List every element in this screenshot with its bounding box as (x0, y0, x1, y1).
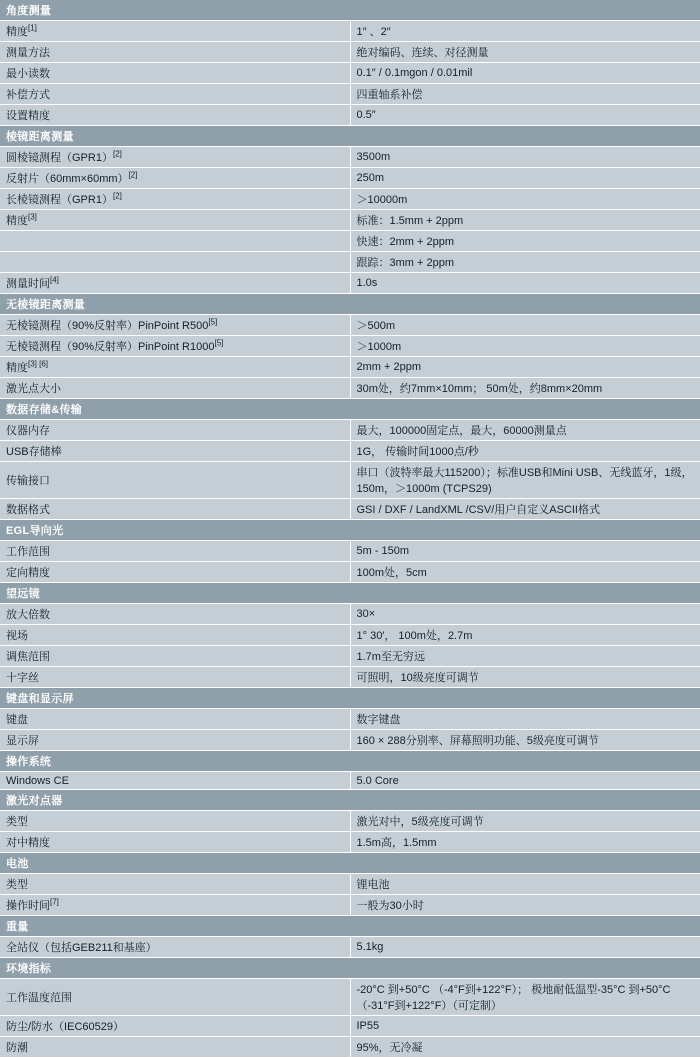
spec-row (0, 147, 700, 168)
spec-value: 3500m (350, 147, 700, 168)
spec-row (0, 874, 700, 895)
spec-row (0, 730, 700, 751)
spec-label-text: 精度 (6, 26, 28, 38)
spec-label (0, 147, 350, 168)
spec-row (0, 105, 700, 126)
spec-label-text: 无棱镜测程（90%反射率）PinPoint R500 (6, 320, 209, 332)
section-title: 电池 (0, 853, 700, 874)
spec-label-footnote: [2] (128, 170, 138, 180)
spec-value: 四重轴系补偿 (350, 84, 700, 105)
spec-label-text: 仪器内存 (6, 425, 50, 437)
spec-label-text: 补偿方式 (6, 89, 50, 101)
spec-value: 0.1″ / 0.1mgon / 0.01mil (350, 63, 700, 84)
spec-label (0, 168, 350, 189)
spec-row (0, 937, 700, 958)
spec-value: 5.0 Core (350, 772, 700, 790)
spec-row (0, 84, 700, 105)
spec-label-footnote: [7] (50, 897, 59, 907)
spec-label (0, 42, 350, 63)
spec-label-footnote: [2] (112, 149, 122, 159)
spec-label-text: 激光点大小 (6, 383, 61, 395)
spec-label (0, 252, 350, 273)
spec-label (0, 462, 350, 499)
spec-value: 跟踪：3mm + 2ppm (350, 252, 700, 273)
spec-label-text: 类型 (6, 816, 28, 828)
section-header-row (0, 583, 700, 604)
section-header-row (0, 520, 700, 541)
spec-label-text: Windows CE (6, 774, 69, 787)
spec-value: 100m处，5cm (350, 562, 700, 583)
spec-label (0, 709, 350, 730)
spec-row (0, 21, 700, 42)
section-title: 操作系统 (0, 751, 700, 772)
spec-value: 5.1kg (350, 937, 700, 958)
spec-row (0, 646, 700, 667)
spec-label (0, 832, 350, 853)
spec-label-text: 精度 (6, 215, 28, 227)
spec-label (0, 895, 350, 916)
spec-label-text: 键盘 (6, 714, 28, 726)
spec-row (0, 210, 700, 231)
spec-label (0, 273, 350, 294)
spec-row (0, 499, 700, 520)
section-title: 角度测量 (0, 0, 700, 21)
spec-value: 1G， 传输时间1000点/秒 (350, 441, 700, 462)
spec-value: 250m (350, 168, 700, 189)
spec-row (0, 811, 700, 832)
spec-row (0, 189, 700, 210)
spec-row (0, 357, 700, 378)
section-header-row (0, 916, 700, 937)
spec-label (0, 811, 350, 832)
spec-row (0, 378, 700, 399)
spec-label-text: 对中精度 (6, 837, 50, 849)
section-header-row (0, 790, 700, 811)
spec-value: 95%，无冷凝 (350, 1037, 700, 1058)
spec-label (0, 105, 350, 126)
spec-label (0, 979, 350, 1016)
spec-label (0, 937, 350, 958)
spec-label (0, 562, 350, 583)
spec-label-text: 操作时间 (6, 900, 50, 912)
spec-row (0, 252, 700, 273)
spec-value: 可照明，10级亮度可调节 (350, 667, 700, 688)
spec-label (0, 667, 350, 688)
spec-value: IP55 (350, 1016, 700, 1037)
spec-label (0, 420, 350, 441)
spec-label-footnote: [5] (214, 338, 224, 348)
spec-value: 锂电池 (350, 874, 700, 895)
spec-value: ＞10000m (350, 189, 700, 210)
spec-value: ＞500m (350, 315, 700, 336)
spec-label (0, 1016, 350, 1037)
spec-label-footnote: [1] (28, 23, 37, 33)
spec-label-footnote: [3] (28, 212, 37, 222)
spec-label-text: 工作温度范围 (6, 992, 72, 1004)
spec-row (0, 63, 700, 84)
spec-row (0, 625, 700, 646)
spec-label-text: USB存储棒 (6, 446, 62, 458)
spec-label (0, 541, 350, 562)
spec-value: 激光对中，5级亮度可调节 (350, 811, 700, 832)
spec-label (0, 441, 350, 462)
spec-row (0, 604, 700, 625)
spec-label-footnote: [4] (50, 275, 59, 285)
spec-label (0, 189, 350, 210)
spec-label-footnote: [3] [6] (28, 359, 49, 369)
spec-label-text: 最小读数 (6, 68, 50, 80)
spec-value: 绝对编码、连续、对径测量 (350, 42, 700, 63)
spec-label-text: 反射片（60mm×60mm） (6, 173, 129, 185)
spec-label (0, 772, 350, 790)
spec-label-text: 长棱镜测程（GPR1） (6, 194, 113, 206)
spec-label-text: 数据格式 (6, 504, 50, 516)
spec-row (0, 1037, 700, 1058)
section-title: 无棱镜距离测量 (0, 294, 700, 315)
section-title: 数据存储&传输 (0, 399, 700, 420)
spec-value: 2mm + 2ppm (350, 357, 700, 378)
spec-label-text: 定向精度 (6, 567, 50, 579)
spec-label (0, 21, 350, 42)
spec-value: 160 × 288分别率、屏幕照明功能、5级亮度可调节 (350, 730, 700, 751)
spec-label (0, 1037, 350, 1058)
spec-value: 1.5m高，1.5mm (350, 832, 700, 853)
spec-label (0, 646, 350, 667)
spec-row (0, 1016, 700, 1037)
spec-row (0, 562, 700, 583)
spec-row (0, 979, 700, 1016)
spec-value: 1″ 、2″ (350, 21, 700, 42)
spec-label-text: 工作范围 (6, 546, 50, 558)
spec-row (0, 231, 700, 252)
section-title: EGL导向光 (0, 520, 700, 541)
spec-label (0, 625, 350, 646)
spec-value: 1° 30′， 100m处，2.7m (350, 625, 700, 646)
spec-value: 标准：1.5mm + 2ppm (350, 210, 700, 231)
spec-label (0, 315, 350, 336)
spec-label-text: 圆棱镜测程（GPR1） (6, 152, 113, 164)
spec-row (0, 541, 700, 562)
spec-row (0, 772, 700, 790)
section-title: 环境指标 (0, 958, 700, 979)
spec-row (0, 420, 700, 441)
spec-value: 1.0s (350, 273, 700, 294)
spec-label-text: 十字丝 (6, 672, 39, 684)
spec-row (0, 168, 700, 189)
spec-label (0, 378, 350, 399)
spec-value: ＞1000m (350, 336, 700, 357)
spec-label (0, 63, 350, 84)
spec-value: 30× (350, 604, 700, 625)
spec-value: -20°C 到+50°C （-4°F到+122°F）； 极地耐低温型-35°C 到+50°C （-31°F到+122°F）（可定制） (350, 979, 700, 1016)
spec-row (0, 709, 700, 730)
spec-label-text: 调焦范围 (6, 651, 50, 663)
spec-value: 0.5″ (350, 105, 700, 126)
section-header-row (0, 126, 700, 147)
spec-row (0, 441, 700, 462)
spec-label (0, 210, 350, 231)
spec-label (0, 730, 350, 751)
section-header-row (0, 853, 700, 874)
spec-row (0, 336, 700, 357)
spec-label-footnote: [5] (208, 317, 218, 327)
spec-value: 数字键盘 (350, 709, 700, 730)
spec-label-text: 防潮 (6, 1042, 28, 1054)
spec-label (0, 604, 350, 625)
spec-label (0, 231, 350, 252)
section-header-row (0, 294, 700, 315)
spec-value: 30m处，约7mm×10mm； 50m处，约8mm×20mm (350, 378, 700, 399)
section-title: 重量 (0, 916, 700, 937)
spec-row (0, 273, 700, 294)
spec-value: 快速：2mm + 2ppm (350, 231, 700, 252)
spec-label-text: 测量时间 (6, 278, 50, 290)
spec-label (0, 336, 350, 357)
section-title: 激光对点器 (0, 790, 700, 811)
spec-label-text: 显示屏 (6, 735, 39, 747)
section-title: 棱镜距离测量 (0, 126, 700, 147)
spec-label-text: 视场 (6, 630, 28, 642)
spec-label (0, 874, 350, 895)
section-header-row (0, 958, 700, 979)
spec-label (0, 357, 350, 378)
spec-value: 1.7m至无穷远 (350, 646, 700, 667)
spec-row (0, 462, 700, 499)
spec-value: 最大，100000固定点，最大，60000测量点 (350, 420, 700, 441)
spec-label (0, 84, 350, 105)
spec-value: GSI / DXF / LandXML /CSV/用户自定义ASCII格式 (350, 499, 700, 520)
section-header-row (0, 751, 700, 772)
section-header-row (0, 399, 700, 420)
spec-label-text: 精度 (6, 362, 28, 374)
spec-label-text: 设置精度 (6, 110, 50, 122)
spec-label-footnote: [2] (112, 191, 122, 201)
spec-label-text: 传输接口 (6, 475, 50, 487)
spec-label-text: 防尘/防水（IEC60529） (6, 1021, 124, 1033)
spec-label-text: 全站仪（包括GEB211和基座） (6, 942, 157, 954)
spec-label-text: 放大倍数 (6, 609, 50, 621)
spec-label (0, 499, 350, 520)
spec-row (0, 832, 700, 853)
spec-label-text: 类型 (6, 879, 28, 891)
section-header-row (0, 0, 700, 21)
spec-value: 串口（波特率最大115200）；标准USB和Mini USB、无线蓝牙，1级，150m，＞1000m (TCPS29) (350, 462, 700, 499)
spec-value: 一般为30小时 (350, 895, 700, 916)
spec-value: 5m - 150m (350, 541, 700, 562)
spec-row (0, 42, 700, 63)
section-header-row (0, 688, 700, 709)
spec-row (0, 667, 700, 688)
spec-label-text: 无棱镜测程（90%反射率）PinPoint R1000 (6, 341, 215, 353)
spec-row (0, 315, 700, 336)
spec-row (0, 895, 700, 916)
spec-label-text: 测量方法 (6, 47, 50, 59)
section-title: 望远镜 (0, 583, 700, 604)
section-title: 键盘和显示屏 (0, 688, 700, 709)
